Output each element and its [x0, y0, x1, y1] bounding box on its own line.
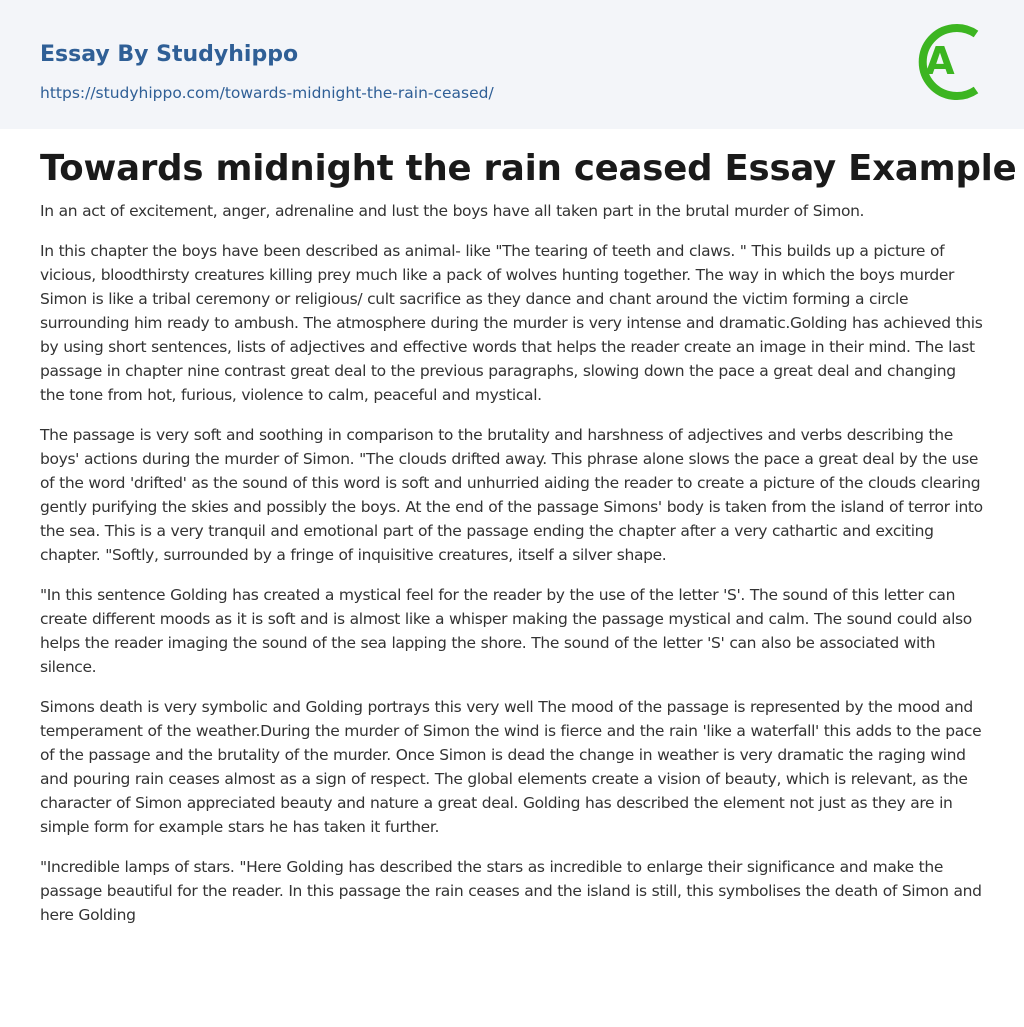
site-header	[0, 0, 1024, 129]
article-paragraph-4: "In this sentence Golding has created a mystical feel for the reader by the use of the letter 'S'. The sound of this letter can create different moods as it is soft and is almost like a whisper making the passage mystical and calm. The sound could also helps the reader imaging the sound of the sea lapping the shore. The sound of the letter 'S' can also be associated with silence.	[40, 586, 972, 676]
article-paragraph-1: In an act of excitement, anger, adrenaline and lust the boys have all taken part in the brutal murder of Simon.	[40, 202, 865, 220]
article-paragraph-5: Simons death is very symbolic and Golding portrays this very well The mood of the passage is represented by the mood and temperament of the weather.During the murder of Simon the wind is fierce and the rain 'like a waterfall' this adds to the pace of the passage and the brutality of the murder. Once Simon is dead the change in weather is very dramatic the raging wind and pouring rain ceases almost as a sign of respect. The global elements create a vision of beauty, which is relevant, as the character of Simon appreciated beauty and nature a great deal. Golding has described the element not just as they are in simple form for example stars he has taken it further.	[40, 698, 982, 836]
article	[0, 147, 1024, 927]
article-paragraph-3: The passage is very soft and soothing in comparison to the brutality and harshness of adjectives and verbs describing the boys' actions during the murder of Simon. "The clouds drifted away. This phrase alone slows the pace a great deal by the use of the word 'drifted' as the sound of this word is soft and unhurried aiding the reader to create a picture of the clouds clearing gently purifying the skies and possibly the boys. At the end of the passage Simons' body is taken from the island of terror into the sea. This is a very tranquil and emotional part of the passage ending the chapter after a very cathartic and exciting chapter. "Softly, surrounded by a fringe of inquisitive creatures, itself a silver shape.	[40, 426, 983, 564]
article-paragraph-6: "Incredible lamps of stars. "Here Golding has described the stars as incredible to enlarge their significance and make the passage beautiful for the reader. In this passage the rain ceases and the island is still, this symbolises the death of Simon and here Golding	[40, 858, 982, 924]
studyhippo-logo-icon[interactable]	[910, 18, 988, 106]
site-brand[interactable]: Essay By Studyhippo	[40, 42, 299, 67]
page-title: Towards midnight the rain ceased Essay Example	[40, 148, 1017, 189]
svg-text:A: A	[925, 39, 955, 83]
article-paragraph-2: In this chapter the boys have been described as animal- like "The tearing of teeth and claws. " This builds up a picture of vicious, bloodthirsty creatures killing prey much like a pack of wolves hunting together. The way in which the boys murder Simon is like a tribal ceremony or religious/ cult sacrifice as they dance and chant around the victim forming a circle surrounding him ready to ambush. The atmosphere during the murder is very intense and dramatic.Golding has achieved this by using short sentences, lists of adjectives and effective words that helps the reader create an image in their mind. The last passage in chapter nine contrast great deal to the previous paragraphs, slowing down the pace a great deal and changing the tone from hot, furious, violence to calm, peaceful and mystical.	[40, 242, 983, 404]
page-url-link[interactable]: https://studyhippo.com/towards-midnight-the-rain-ceased/	[40, 84, 494, 102]
